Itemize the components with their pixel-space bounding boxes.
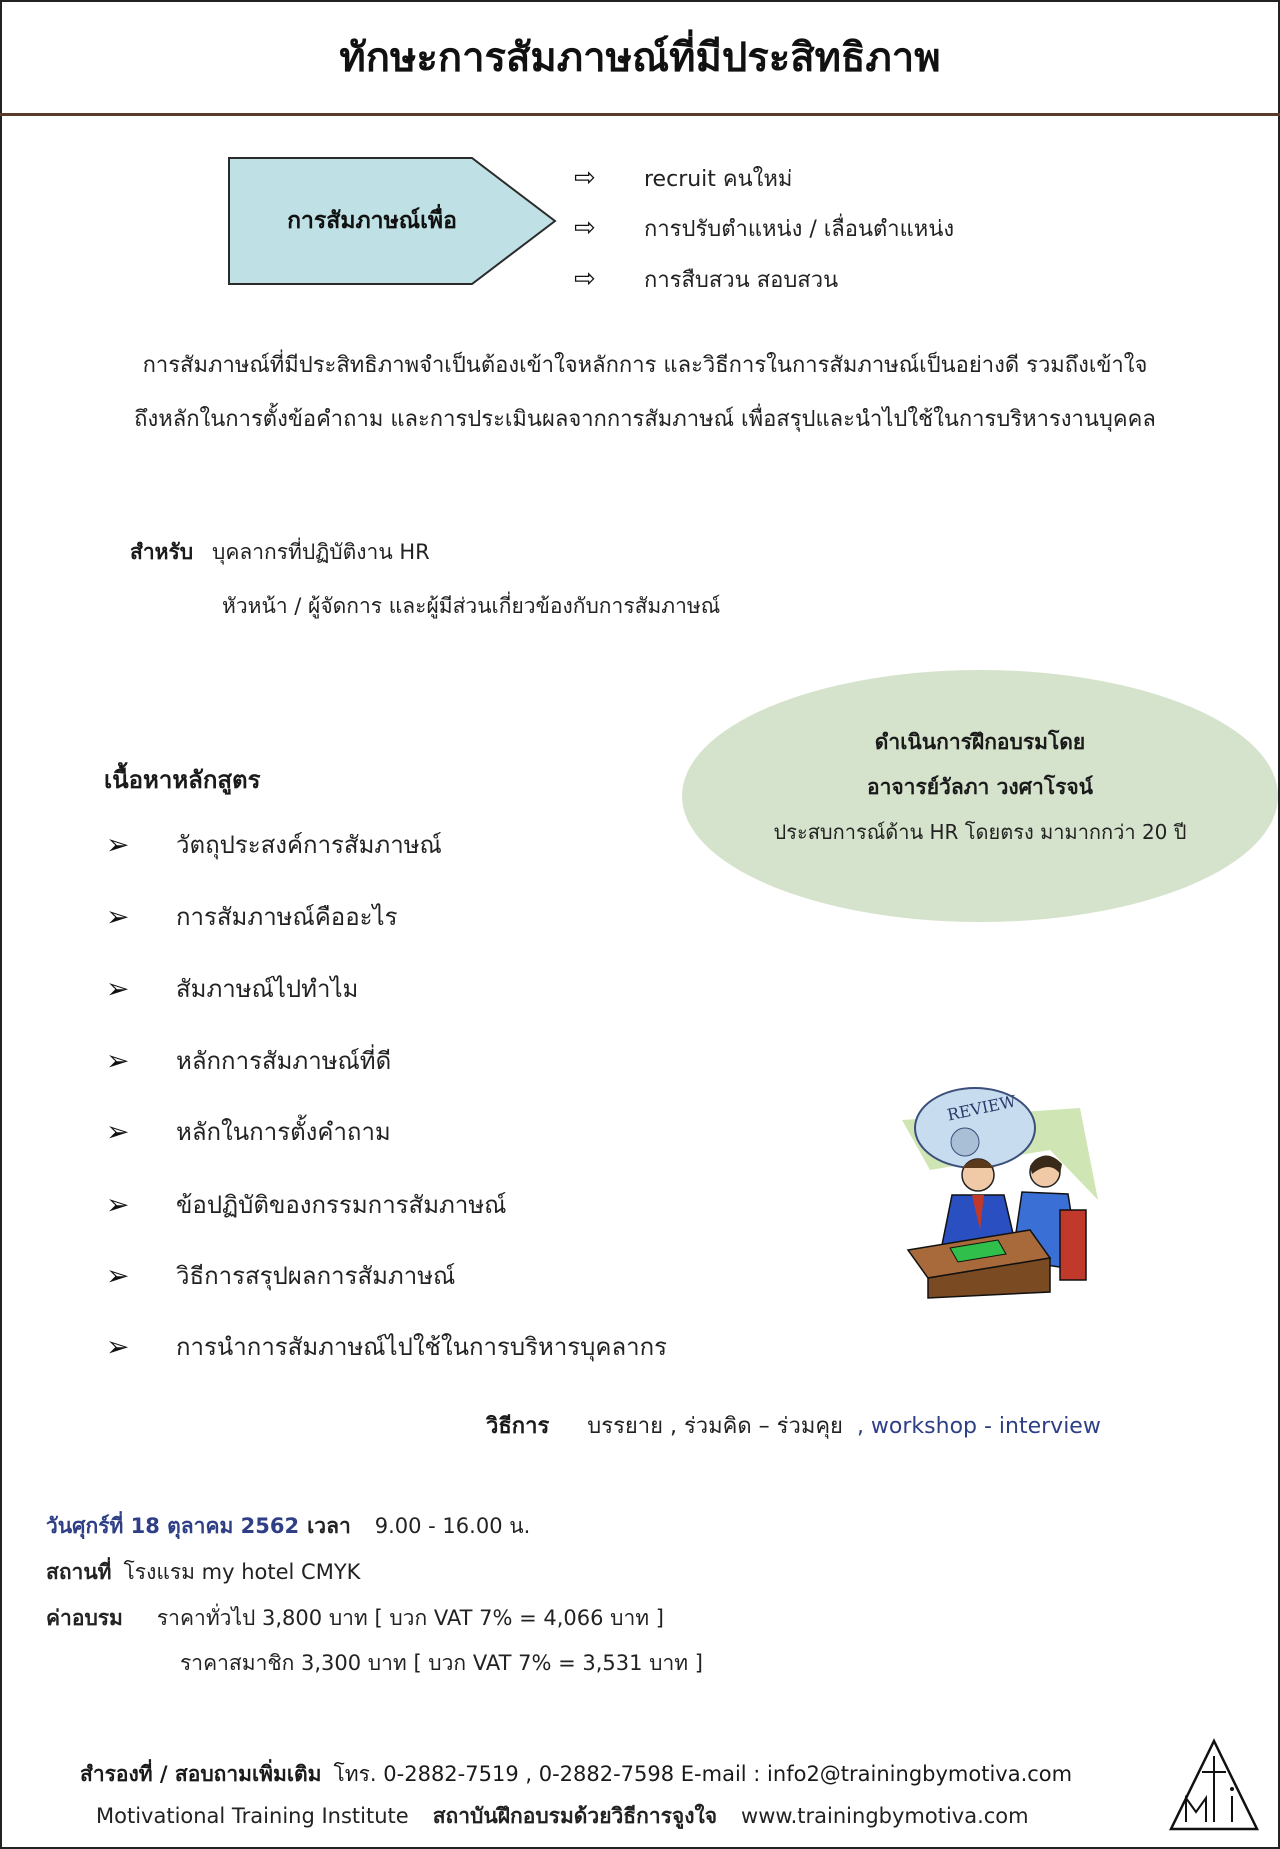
illustration-caption: REVIEW bbox=[945, 1091, 1018, 1125]
course-topic bbox=[106, 1184, 506, 1224]
footer-contact-label: สำรองที่ / สอบถามเพิ่มเติม bbox=[80, 1762, 322, 1786]
course-content-title: เนื้อหาหลักสูตร bbox=[104, 766, 261, 794]
arrowhead-bullet-icon: ➢ bbox=[106, 1114, 130, 1148]
schedule-venue-label: สถานที่ bbox=[46, 1560, 112, 1584]
trainer-name: อาจารย์วัลภา วงศาโรจน์ bbox=[866, 775, 1094, 799]
course-topic bbox=[106, 896, 397, 936]
intro-line-1: การสัมภาษณ์ที่มีประสิทธิภาพจำเป็นต้องเข้าใจหลักการ และวิธีการในการสัมภาษณ์เป็นอย่างดี รวมถึงเข้าใจ bbox=[142, 353, 1148, 378]
schedule-fee-general: ราคาทั่วไป 3,800 บาท [ บวก VAT 7% = 4,066 บาท ] bbox=[156, 1606, 664, 1630]
schedule-time-label: เวลา bbox=[307, 1514, 351, 1538]
schedule-time: 9.00 - 16.00 น. bbox=[374, 1514, 531, 1538]
purpose-item-text: recruit คนใหม่ bbox=[644, 166, 793, 192]
purpose-item bbox=[574, 259, 838, 299]
footer-org-th: สถาบันฝึกอบรมด้วยวิธีการจูงใจ bbox=[432, 1804, 718, 1828]
arrowhead-bullet-icon: ➢ bbox=[106, 1258, 130, 1292]
footer-contact bbox=[80, 1758, 1072, 1791]
interview-illustration bbox=[900, 1080, 1100, 1300]
method-value: บรรยาย , ร่วมคิด – ร่วมคุย bbox=[587, 1414, 843, 1439]
audience-line-2: หัวหน้า / ผู้จัดการ และผู้มีส่วนเกี่ยวข้องกับการสัมภาษณ์ bbox=[222, 594, 721, 618]
schedule-venue-line bbox=[46, 1556, 360, 1589]
course-topic-text: วัตถุประสงค์การสัมภาษณ์ bbox=[176, 830, 442, 859]
arrowhead-bullet-icon: ➢ bbox=[106, 899, 130, 933]
course-topic bbox=[106, 824, 442, 864]
course-topic-text: วิธีการสรุปผลการสัมภาษณ์ bbox=[176, 1261, 456, 1290]
trainer-heading: ดำเนินการฝึกอบรมโดย bbox=[874, 730, 1086, 754]
method-extra: , workshop - interview bbox=[856, 1414, 1101, 1439]
header bbox=[0, 0, 1280, 116]
footer-org bbox=[96, 1800, 1029, 1833]
purpose-label: การสัมภาษณ์เพื่อ bbox=[287, 208, 457, 234]
footer-website[interactable]: www.trainingbymotiva.com bbox=[741, 1804, 1029, 1828]
schedule-date: วันศุกร์ที่ 18 ตุลาคม 2562 bbox=[46, 1514, 300, 1538]
course-topic-text: ข้อปฏิบัติของกรรมการสัมภาษณ์ bbox=[176, 1190, 507, 1219]
arrowhead-bullet-icon: ➢ bbox=[106, 1329, 130, 1363]
arrowhead-bullet-icon: ➢ bbox=[106, 971, 130, 1005]
method-line bbox=[486, 1408, 1101, 1443]
footer-org-en: Motivational Training Institute bbox=[96, 1804, 409, 1828]
audience-label: สำหรับ bbox=[130, 540, 194, 564]
purpose-item-text: การสืบสวน สอบสวน bbox=[644, 267, 839, 293]
schedule-date-line bbox=[46, 1510, 530, 1543]
hollow-arrow-icon: ⇨ bbox=[574, 264, 596, 294]
hollow-arrow-icon: ⇨ bbox=[574, 163, 596, 193]
course-topic bbox=[106, 1326, 667, 1366]
arrowhead-bullet-icon: ➢ bbox=[106, 1187, 130, 1221]
intro-line-2: ถึงหลักในการตั้งข้อคำถาม และการประเมินผลจากการสัมภาษณ์ เพื่อสรุปและนำไปใช้ในการบริหารงานบุคคล bbox=[134, 407, 1156, 432]
schedule-venue: โรงแรม my hotel CMYK bbox=[123, 1560, 361, 1584]
course-topic-text: การนำการสัมภาษณ์ไปใช้ในการบริหารบุคลากร bbox=[176, 1332, 668, 1361]
footer-contact-text: โทร. 0-2882-7519 , 0-2882-7598 E-mail : info2@trainingbymotiva.com bbox=[333, 1762, 1073, 1786]
schedule-fee-member-line bbox=[180, 1647, 703, 1680]
arrowhead-bullet-icon: ➢ bbox=[106, 827, 130, 861]
schedule-fee-member: ราคาสมาชิก 3,300 บาท [ บวก VAT 7% = 3,531 บาท ] bbox=[180, 1651, 703, 1675]
arrowhead-bullet-icon: ➢ bbox=[106, 1043, 130, 1077]
course-topic bbox=[106, 1111, 391, 1151]
schedule-fee-line bbox=[46, 1602, 664, 1635]
course-topic bbox=[106, 968, 358, 1008]
purpose-item bbox=[574, 208, 954, 248]
course-topic-text: การสัมภาษณ์คืออะไร bbox=[176, 902, 398, 931]
course-topic bbox=[106, 1040, 391, 1080]
mti-logo-icon bbox=[1168, 1738, 1260, 1832]
purpose-item-text: การปรับตำแหน่ง / เลื่อนตำแหน่ง bbox=[644, 216, 955, 242]
trainer-info bbox=[682, 670, 1278, 922]
schedule-fee-label: ค่าอบรม bbox=[46, 1606, 123, 1630]
course-topic-text: หลักการสัมภาษณ์ที่ดี bbox=[176, 1046, 392, 1075]
audience-line-1: บุคลากรที่ปฏิบัติงาน HR bbox=[212, 540, 430, 564]
method-label: วิธีการ bbox=[486, 1414, 550, 1439]
page-title: ทักษะการสัมภาษณ์ที่มีประสิทธิภาพ bbox=[339, 34, 941, 81]
course-topic bbox=[106, 1255, 455, 1295]
course-topic-text: หลักในการตั้งคำถาม bbox=[176, 1117, 391, 1146]
trainer-experience: ประสบการณ์ด้าน HR โดยตรง มามากกว่า 20 ปี bbox=[773, 820, 1187, 844]
course-topic-text: สัมภาษณ์ไปทำไม bbox=[176, 974, 359, 1003]
purpose-item bbox=[574, 158, 792, 198]
hollow-arrow-icon: ⇨ bbox=[574, 213, 596, 243]
